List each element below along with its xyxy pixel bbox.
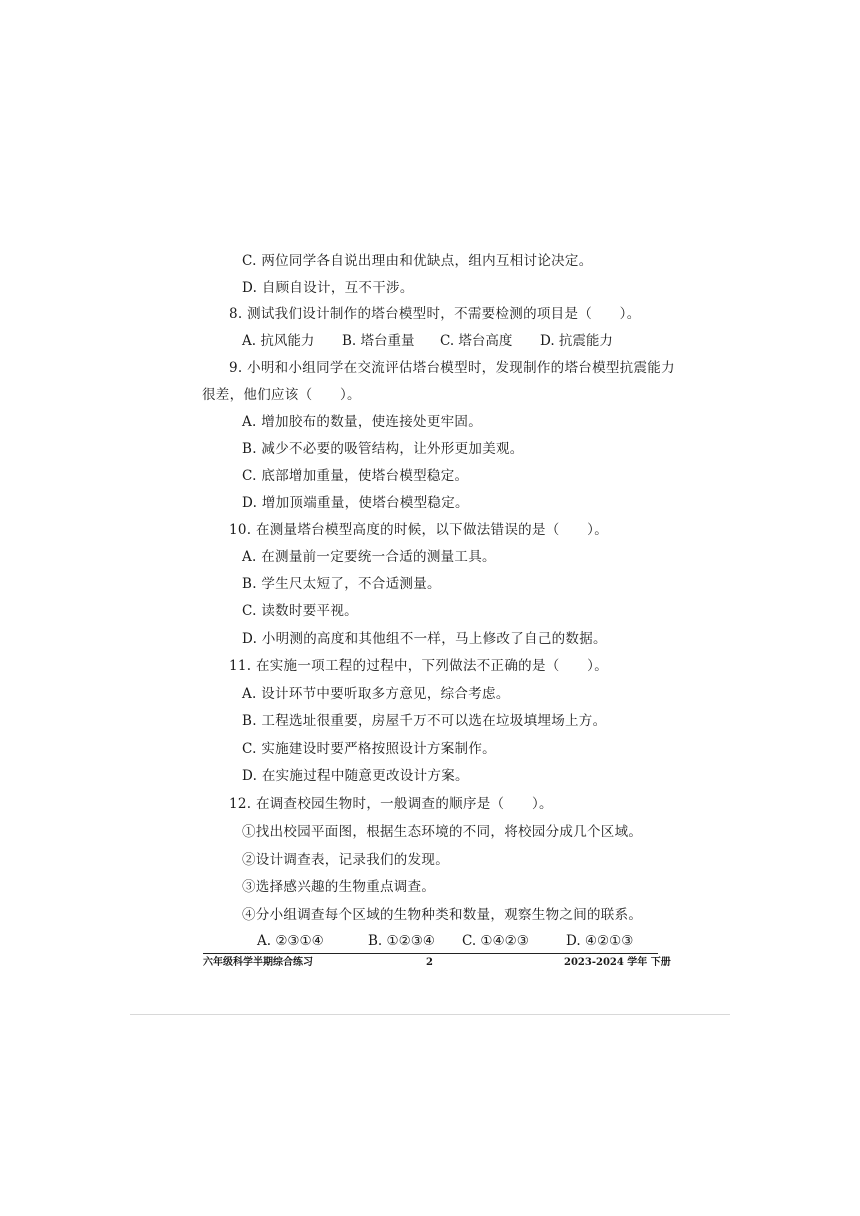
q11-option-a: A. 设计环节中要听取多方意见，综合考虑。 <box>242 686 510 702</box>
q12-step-2: ②设计调查表，记录我们的发现。 <box>242 852 449 868</box>
q9-option-a: A. 增加胶布的数量，使连接处更牢固。 <box>242 414 483 430</box>
q12-step-4: ④分小组调查每个区域的生物种类和数量，观察生物之间的联系。 <box>242 907 643 923</box>
q7-option-d: D. 自顾自设计，互不干涉。 <box>242 280 414 296</box>
q8-option-d: D. 抗震能力 <box>540 333 613 349</box>
footer-page-number: 2 <box>426 957 433 968</box>
q9-option-b: B. 减少不必要的吸管结构，让外形更加美观。 <box>242 441 524 457</box>
footer-exam-title: 六年级科学半期综合练习 <box>203 957 313 968</box>
q10-option-b: B. 学生尺太短了，不合适测量。 <box>242 576 441 592</box>
page-edge-line <box>130 1014 730 1015</box>
q11-option-c: C. 实施建设时要严格按照设计方案制作。 <box>242 741 496 757</box>
q7-option-c: C. 两位同学各自说出理由和优缺点，组内互相讨论决定。 <box>242 253 593 269</box>
q12-option-a: A. ②③①④ <box>257 933 324 949</box>
q12-step-1: ①找出校园平面图，根据生态环境的不同，将校园分成几个区域。 <box>242 824 643 840</box>
q12-stem: 12. 在调查校园生物时，一般调查的顺序是（ ）。 <box>229 796 553 812</box>
q8-option-a: A. 抗风能力 <box>242 333 315 349</box>
q12-option-d: D. ④②①③ <box>566 933 634 949</box>
q9-stem-line1: 9. 小明和小组同学在交流评估塔台模型时，发现制作的塔台模型抗震能力 <box>229 360 675 376</box>
q9-option-d: D. 增加顶端重量，使塔台模型稳定。 <box>242 495 469 511</box>
footer-school-year: 2023-2024 学年 下册 <box>564 957 671 968</box>
q9-option-c: C. 底部增加重量，使塔台模型稳定。 <box>242 468 469 484</box>
q10-option-a: A. 在测量前一定要统一合适的测量工具。 <box>242 549 496 565</box>
q9-stem-line2: 很差，他们应该（ ）。 <box>202 387 361 403</box>
q10-stem: 10. 在测量塔台模型高度的时候，以下做法错误的是（ ）。 <box>229 522 609 538</box>
q8-option-b: B. 塔台重量 <box>342 333 415 349</box>
q8-option-c: C. 塔台高度 <box>440 333 513 349</box>
q11-option-b: B. 工程选址很重要，房屋千万不可以选在垃圾填埋场上方。 <box>242 713 607 729</box>
q10-option-d: D. 小明测的高度和其他组不一样，马上修改了自己的数据。 <box>242 631 607 647</box>
footer-divider <box>203 953 658 954</box>
q11-stem: 11. 在实施一项工程的过程中，下列做法不正确的是（ ）。 <box>229 658 609 674</box>
q11-option-d: D. 在实施过程中随意更改设计方案。 <box>242 768 469 784</box>
q12-option-b: B. ①②③④ <box>368 933 435 949</box>
q8-stem: 8. 测试我们设计制作的塔台模型时，不需要检测的项目是（ ）。 <box>229 306 641 322</box>
q12-step-3: ③选择感兴趣的生物重点调查。 <box>242 879 436 895</box>
q10-option-c: C. 读数时要平视。 <box>242 603 358 619</box>
q12-option-c: C. ①④②③ <box>462 933 529 949</box>
